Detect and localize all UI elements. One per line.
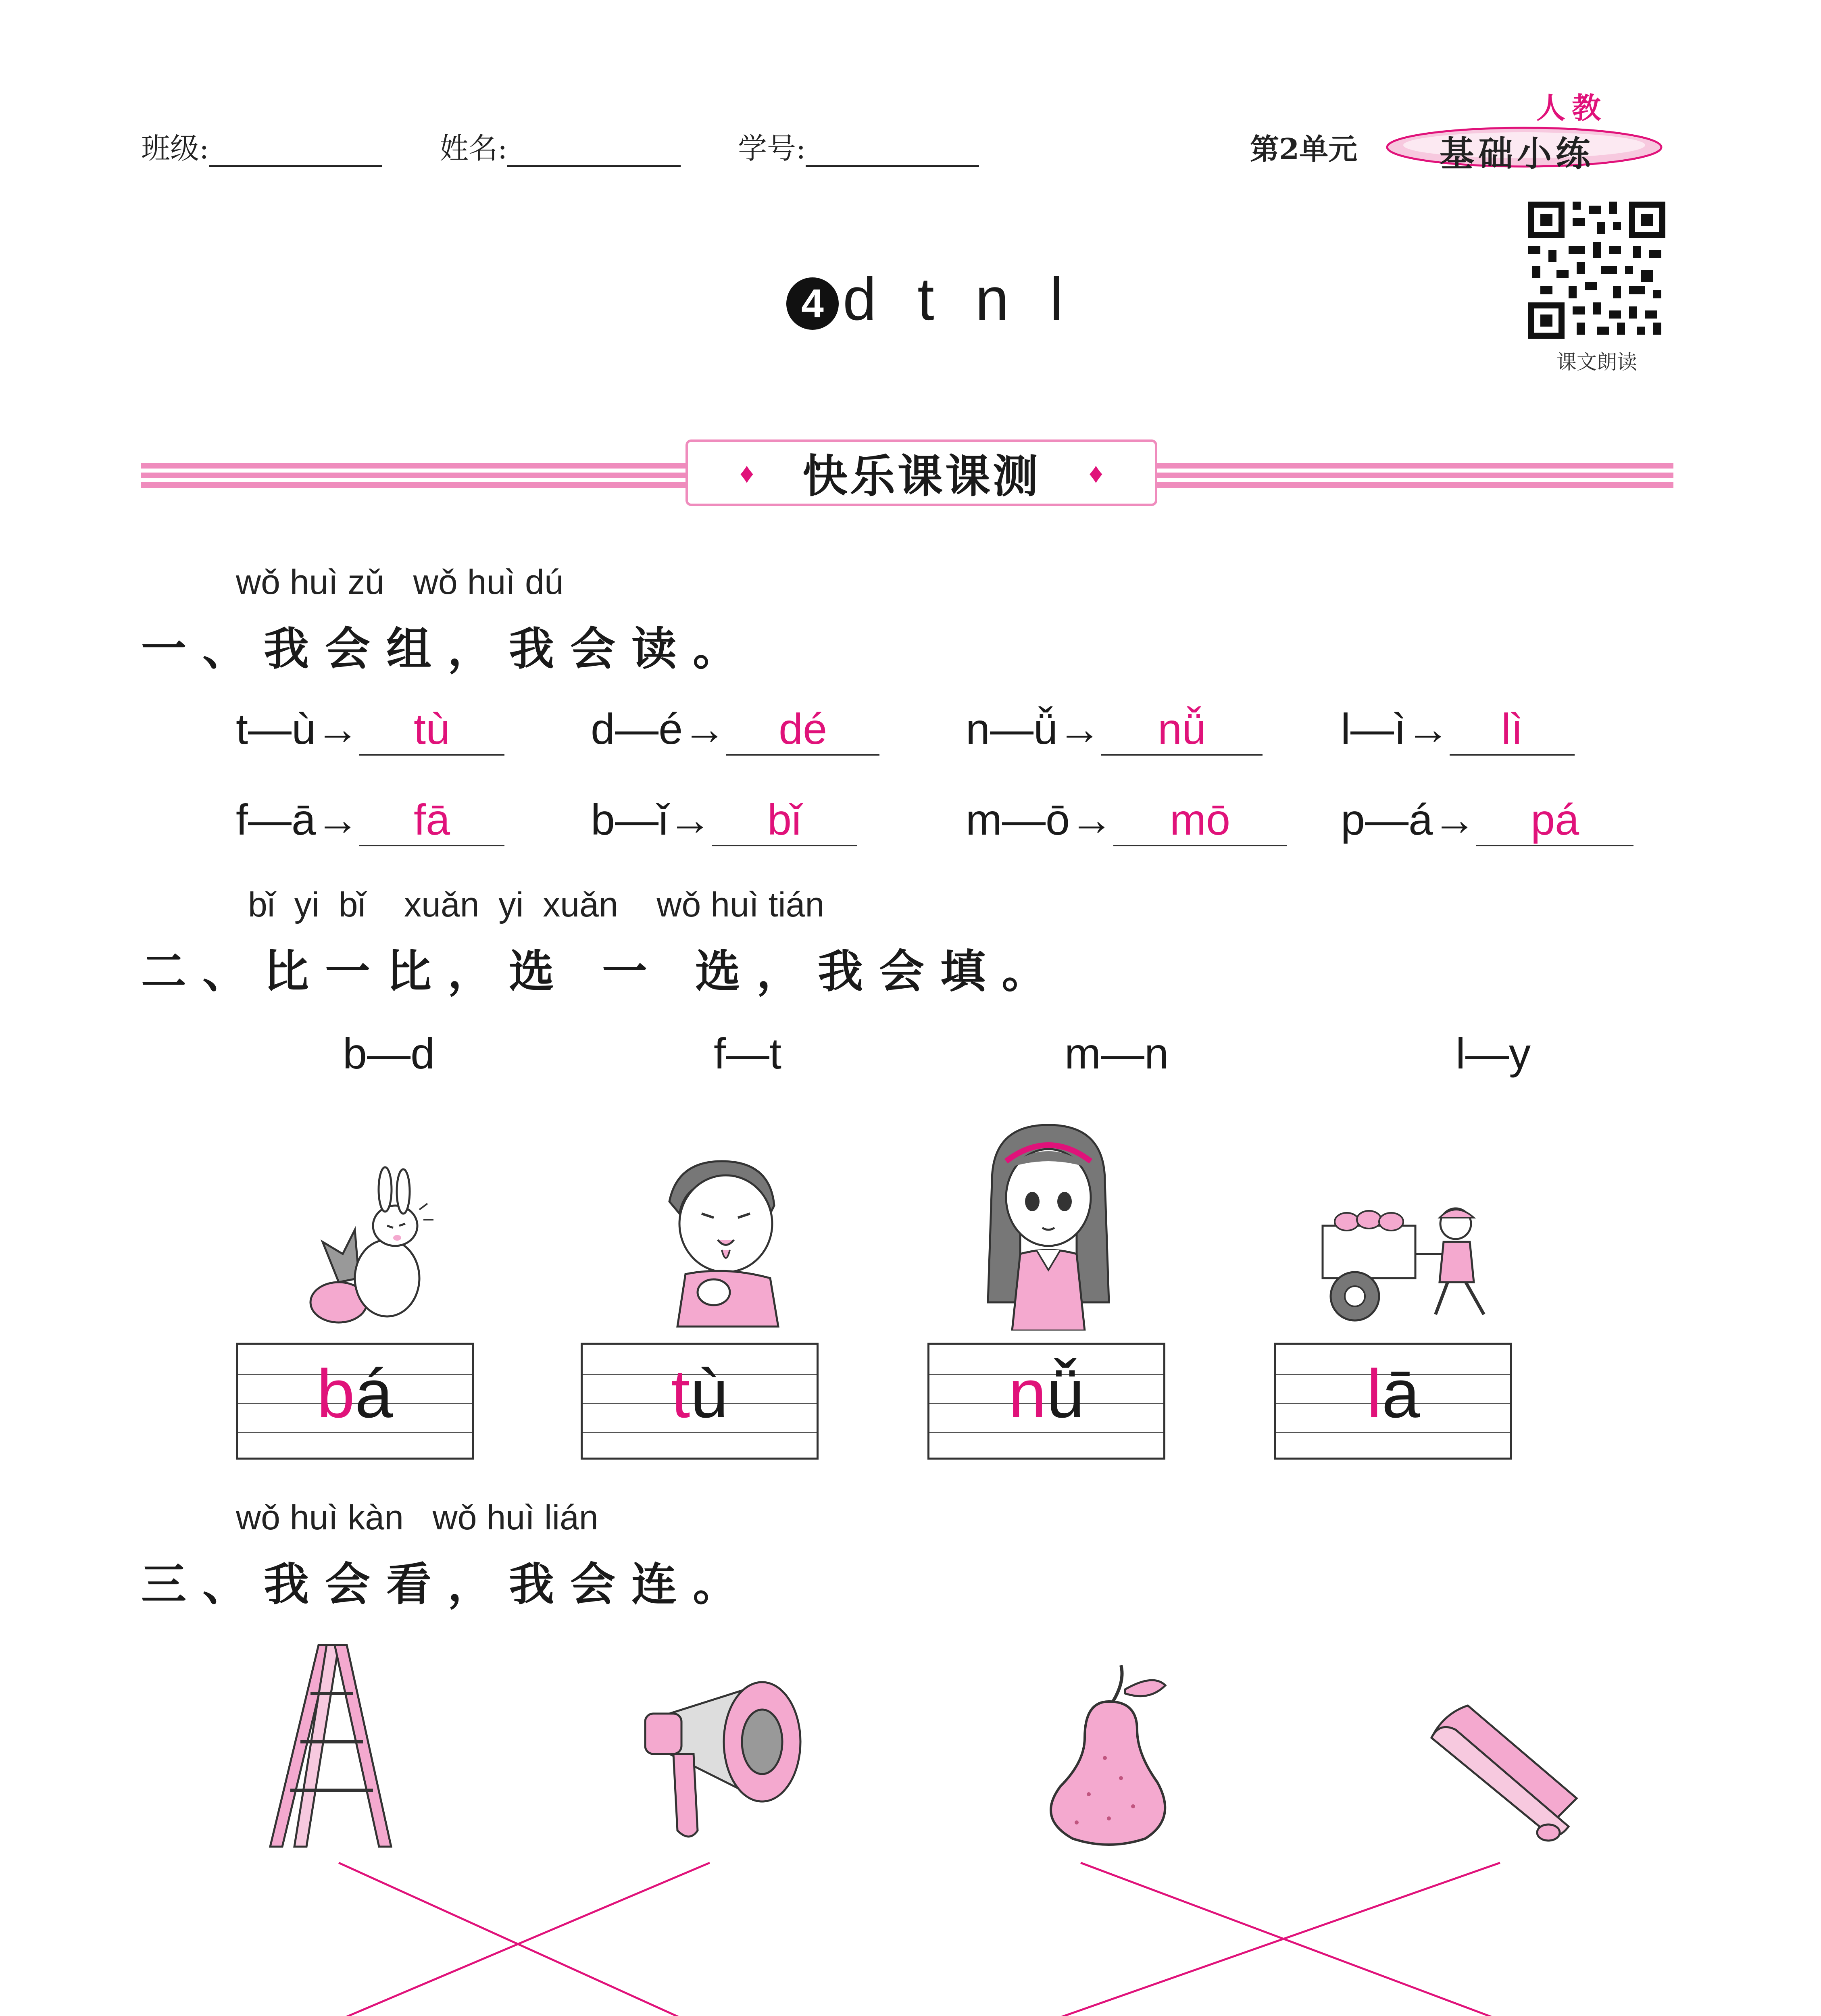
lesson-number-badge: 4 [786,277,839,330]
q2-answer-final: ǚ [1046,1356,1085,1432]
q1-answer[interactable]: fā [359,794,504,846]
q2-pinyin: bǐ yi bǐ xuǎn yi xuǎn wǒ huì tián [248,885,825,924]
match-line [339,1863,710,2016]
q1-prompt: p—á→ [1341,795,1477,844]
q3-heading: 三、我会看，我会连。 [141,1558,754,1611]
q2-answer-initial: n [1008,1356,1046,1432]
banner-ornament-left: ♦ [740,457,754,489]
q2-answer-initial: b [317,1356,355,1432]
q2-answer-initial: t [671,1356,690,1432]
q1-pinyin: wǒ huì zǔ wǒ huì dú [236,563,564,602]
class-label: 班级: [141,131,209,165]
q1-answer[interactable]: mō [1113,794,1287,846]
q1-answer[interactable]: dé [726,704,879,756]
q2-answer-final: ā [1381,1356,1420,1432]
q2-pair: f—t [714,1029,782,1078]
q1-prompt: d—é→ [591,704,727,753]
q1-heading: 一、我会组，我会读。 [141,623,754,675]
name-label: 姓名: [440,131,508,165]
q2-answer-final: á [355,1356,393,1432]
q1-answer[interactable]: tù [359,704,504,756]
q1-answer[interactable]: pá [1476,794,1633,846]
q1-answer[interactable]: bǐ [712,794,857,846]
q1-prompt: f—ā→ [236,795,360,844]
banner-ornament-right: ♦ [1089,457,1103,489]
q2-pair: b—d [343,1029,435,1078]
q2-pair: m—n [1065,1029,1169,1078]
lesson-title-text: d t n l [843,265,1075,333]
q3-pinyin: wǒ huì kàn wǒ huì lián [236,1498,598,1537]
banner-title: 快乐课课测 [802,450,1040,503]
match-line [1052,1863,1500,2016]
q1-answer[interactable]: nǚ [1101,704,1263,756]
q1-prompt: l—ì→ [1341,704,1450,753]
id-label: 学号: [738,131,806,165]
q2-answer-initial: l [1366,1356,1382,1432]
q2-heading: 二、比一比，选 一 选，我会填。 [141,946,1063,998]
q1-prompt: b—ǐ→ [591,795,712,844]
qr-caption: 课文朗读 [1556,350,1637,374]
q2-answer-final: ù [690,1356,728,1432]
brand-top-text: 人教 [1536,91,1608,125]
q1-prompt: t—ù→ [236,704,360,753]
q1-prompt: m—ō→ [966,795,1114,844]
unit-label: 第2单元 [1250,132,1358,166]
match-line [339,1863,685,2016]
q1-answer[interactable]: lì [1450,704,1575,756]
brand-text: 基础小练 [1440,134,1594,174]
q2-pair: l—y [1456,1029,1531,1078]
q1-prompt: n—ǚ→ [966,704,1102,753]
